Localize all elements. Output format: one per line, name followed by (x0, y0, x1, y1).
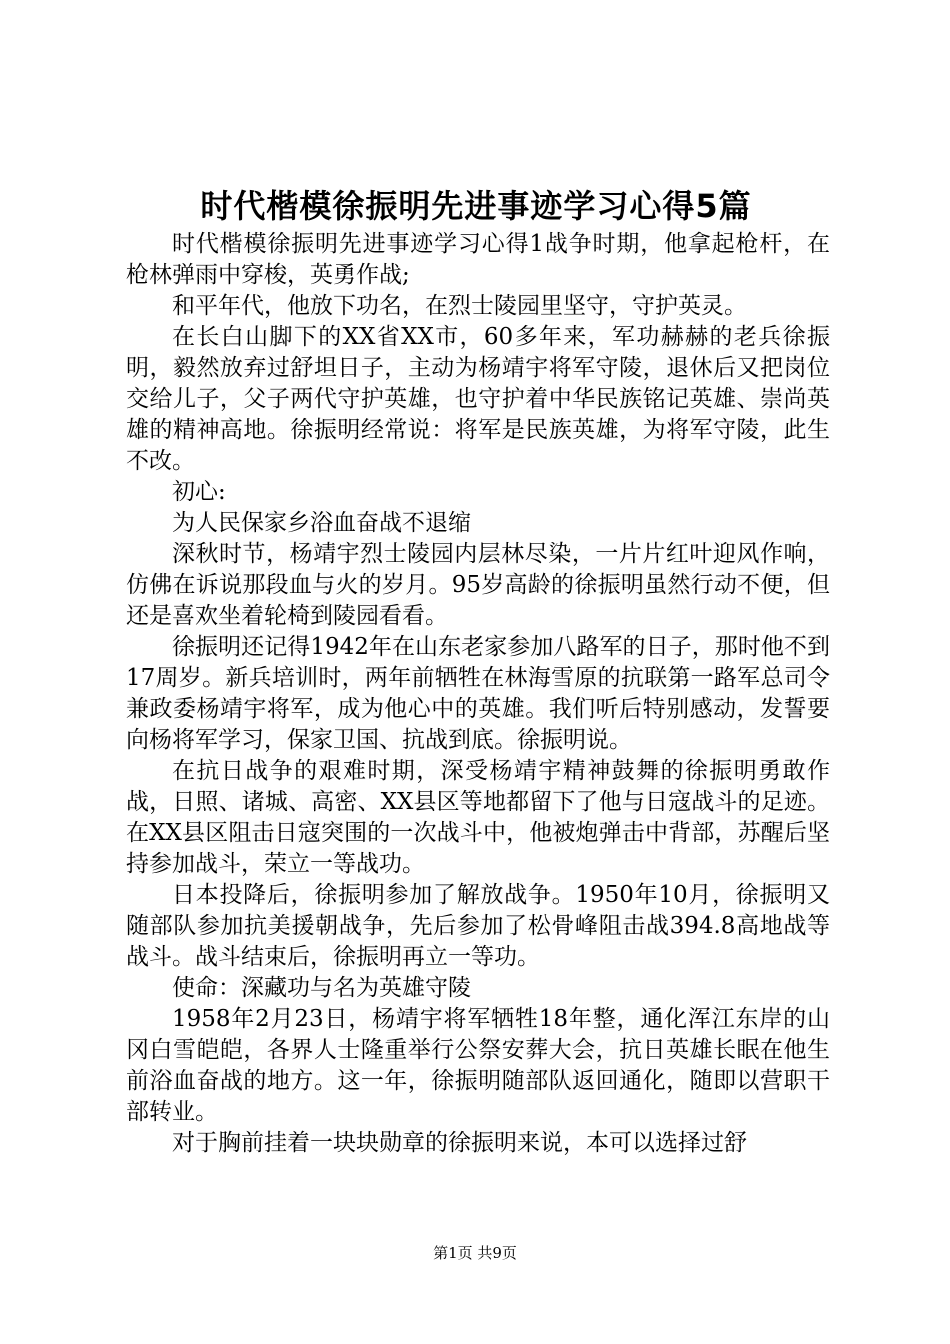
page-number-footer: 第1页 共9页 (433, 1244, 517, 1262)
paragraph: 和平年代，他放下功名，在烈士陵园里坚守，守护英灵。 (172, 293, 747, 319)
section-heading: 使命：深藏功与名为英雄守陵 (172, 975, 471, 1001)
paragraph: 在长白山脚下的XX省XX市，60多年来，军功赫赫的老兵徐振明，毅然放弃过舒坦日子，主动为杨靖宇将军守陵，退休后又把岗位交给儿子，父子两代守护英雄，也守护着中华民族铭记英雄、崇尚英雄的精神高地。徐振明经常说：将军是民族英雄，为将军守陵，此生不改。 (126, 324, 830, 474)
document-body (126, 229, 830, 1159)
document-title: 时代楷模徐振明先进事迹学习心得5篇 (200, 187, 752, 225)
section-heading: 初心: (172, 479, 226, 505)
paragraph: 时代楷模徐振明先进事迹学习心得1战争时期，他拿起枪杆，在枪林弹雨中穿梭，英勇作战; (126, 231, 830, 288)
paragraph: 深秋时节，杨靖宇烈士陵园内层林尽染，一片片红叶迎风作响，仿佛在诉说那段血与火的岁月。95岁高龄的徐振明虽然行动不便，但还是喜欢坐着轮椅到陵园看看。 (126, 541, 830, 629)
paragraph: 1958年2月23日，杨靖宇将军牺牲18年整，通化浑江东岸的山冈白雪皑皑，各界人士隆重举行公祭安葬大会，抗日英雄长眠在他生前浴血奋战的地方。这一年，徐振明随部队返回通化，随即以营职干部转业。 (126, 1006, 830, 1125)
paragraph: 徐振明还记得1942年在山东老家参加八路军的日子，那时他不到17周岁。新兵培训时，两年前牺牲在林海雪原的抗联第一路军总司令兼政委杨靖宇将军，成为他心中的英雄。我们听后特别感动，发誓要向杨将军学习，保家卫国、抗战到底。徐振明说。 (126, 634, 830, 753)
paragraph: 日本投降后，徐振明参加了解放战争。1950年10月，徐振明又随部队参加抗美援朝战争，先后参加了松骨峰阻击战394.8高地战等战斗。战斗结束后，徐振明再立一等功。 (126, 882, 830, 970)
paragraph: 对于胸前挂着一块块勋章的徐振明来说，本可以选择过舒 (172, 1130, 747, 1156)
section-subheading: 为人民保家乡浴血奋战不退缩 (172, 510, 471, 536)
paragraph: 在抗日战争的艰难时期，深受杨靖宇精神鼓舞的徐振明勇敢作战，日照、诸城、高密、XX县区等地都留下了他与日寇战斗的足迹。在XX县区阻击日寇突围的一次战斗中，他被炮弹击中背部，苏醒后坚持参加战斗，荣立一等战功。 (126, 758, 830, 877)
